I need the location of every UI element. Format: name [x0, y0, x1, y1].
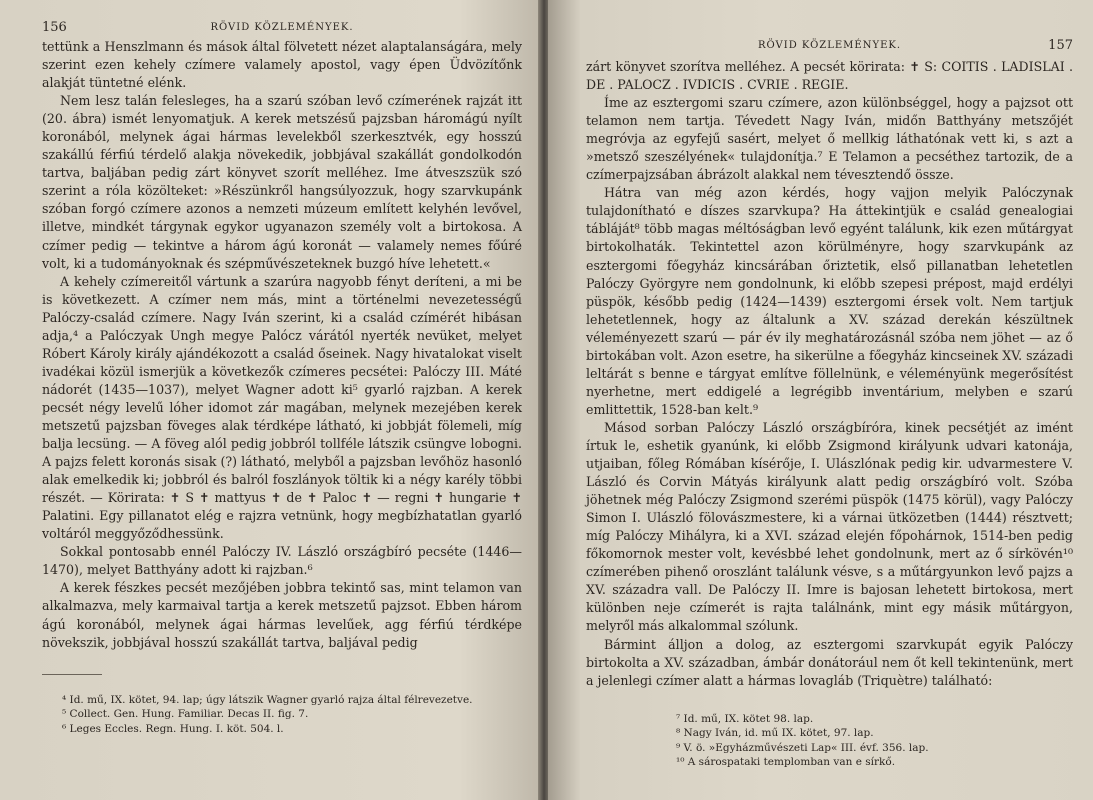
right-page-number: 157	[1048, 38, 1073, 53]
footnote: ⁴ Id. mű, IX. kötet, 94. lap; úgy látszik Wagner gyarló rajza által félrevezetve.	[62, 693, 473, 706]
left-footnotes	[42, 693, 522, 737]
left-paragraph: Sokkal pontosabb ennél Palóczy IV. László országbíró pecséte (1446—1470), melyet Batthyány adott ki rajzban.⁶	[42, 544, 522, 578]
left-body-text	[42, 38, 522, 652]
footnote: ⁹ V. ö. »Egyházművészeti Lap« III. évf. 356. lap.	[676, 741, 929, 754]
left-page	[0, 0, 540, 800]
footnote: ⁶ Leges Eccles. Regn. Hung. I. köt. 504. l.	[62, 722, 284, 735]
left-paragraph: A kerek fészkes pecsét mezőjében jobbra tekintő sas, mint telamon van alkalmazva, mely karmaival tartja a kerek metszetű pajzsot. Ebben három ágú koronából, melynek ágai hármas levelűek, agg férfiú térdképe növekszik, jobbjával hosszú szakállát tartva, baljával pedig	[42, 580, 522, 650]
left-footnote-rule	[42, 674, 102, 675]
right-page-header	[586, 10, 1073, 58]
left-paragraph: Nem lesz talán felesleges, ha a szarú szóban levő czímerének rajzát itt (20. ábra) ismét lenyomatjuk. A kerek metszésű pajzsban háromágú nyílt koronából, melynek ágai hármas levelekből szerkesztvék, egy hosszú szakállú férfiú térdelő alakja növekedik, jobbjával szakállát gondolkodón tartva, baljában pedig zárt könyvet szorít melléhez. Ime átveszszük szó szerint a róla közölteket: »Részünkről hangsúlyozzuk, hogy szarvkupánk szóban forgó czímere azonos a nemzeti múzeum említett kelyhén levővel, illetve, mindkét tárgynak egykor ugyanazon személy volt a birtokosa. A czímer pedig — tekintve a három ágú koronát — valamely nemes főúré volt, ki a tudományoknak és szépművészeteknek buzgó híve lehetett.«	[42, 93, 522, 271]
right-paragraph: zárt könyvet szorítva melléhez. A pecsét körirata: ✝ S: COITIS . LADISLAI . DE . PALOCZ . IVDICIS . CVRIE . REGIE.	[586, 59, 1073, 93]
right-page	[548, 0, 1093, 800]
footnote: ¹⁰ A sárospataki templomban van e sírkő.	[676, 756, 896, 769]
left-paragraph: tettünk a Henszlmann és mások által fölvetett nézet alaptalanságára, mely szerint ezen kehely czímere valamely apostol, vagy épen Üdvözítőnk alakját tüntetné elénk.	[42, 39, 522, 91]
right-footnotes	[586, 712, 1073, 770]
right-paragraph: Másod sorban Palóczy László országbíróra, kinek pecsétjét az imént írtuk le, eshetik gyanúnk, ki előbb Zsigmond királyunk udvari katonája, utjaiban, főleg Rómában kísérője, I. Ulászlónak pedig kir. udvarmestere V. László és Corvin Mátyás királyunk alatt pedig országbíró volt. Szóba jöhetnek még Palóczy Zsigmond szerémi püspök (1475 körül), vagy Palóczy Simon I. Ulászló fölovászmestere, ki a várnai ütközetben (1444) résztvett; míg Palóczy Mihályra, ki a XVI. század elején főpohárnok, 1514-ben pedig főkomornok mester volt, kevésbbé lehet gondolnunk, mert az ő sírkövén¹⁰ czímerében pihenő oroszlánt találunk vésve, s a műtárgyunkon levő pajzs a XV. századra vall. De Palóczy II. Imre is bajosan lehetett birtokosa, mert különben neje czímerét is rajta találnánk, mint egy másik műtárgyon, melyről más alkalommal szólunk.	[586, 419, 1073, 634]
footnote: ⁵ Collect. Gen. Hung. Familiar. Decas II. fig. 7.	[62, 708, 309, 721]
left-page-number: 156	[42, 20, 67, 35]
right-running-head: RÖVID KÖZLEMÉNYEK.	[757, 40, 902, 51]
left-paragraph: A kehely czímereitől vártunk a szarúra nagyobb fényt deríteni, a mi be is következett. A czímer nem más, mint a történelmi nevezetességű Palóczy-család czímere. Nagy Iván szerint, ki a család czímérét hibásan adja,⁴ a Palóczyak Ungh megye Palócz várától nyerték nevüket, melyet Róbert Károly király ajándékozott a család őseinek. Nagy hivatalokat viselt ivadékai közül ismerjük a következők czímeres pecsétei: Palóczy III. Máté nádorét (1435—1037), melyet Wagner adott ki⁵ gyarló rajzban. A kerek pecsét négy levelű lóher idomot zár magában, melynek mezejében kerek metszetű pajzsban föveges alak térdképe látható, ki jobbját fölemeli, míg balja lecsüng. — A föveg alól pedig jobbról tollféle látszik csüngve lobogni. A pajzs felett koronás sisak (?) látható, melyből a pajzsban levőhöz hasonló alak emelkedik ki; jobbról és balról foszlányok töltik ki a négy karély többi részét. — Köriratа: ✝ S ✝ mattyus ✝ de ✝ Paloc ✝ — regni ✝ hungarie ✝ Palatini. Egy pillanatot elég e rajzra vetnünk, hogy megbízhatatlan gyarló voltáról meggyőződhessünk.	[42, 273, 522, 542]
right-paragraph: Íme az esztergomi szaru czímere, azon különbséggel, hogy a pajzsot ott telamon nem tartja. Tévedett Nagy Iván, midőn Batthyány metszőjét megróvja az egyfejű sasért, melyet ő mellkig láthatónak vett ki, s azt a »metsző szeszélyének« tulajdonítja.⁷ E Telamon a pecséthez tartozik, de a czímerpajzsában ábrázolt alakkal nem tévesztendő össze.	[586, 95, 1073, 183]
footnote: ⁷ Id. mű, IX. kötet 98. lap.	[676, 712, 814, 725]
left-running-head: RÖVID KÖZLEMÉNYEK.	[210, 22, 354, 33]
right-paragraph: Bármint álljon a dolog, az esztergomi szarvkupát egyik Palóczy birtokolta a XV. században, ámbár donátorául nem őt kell tekintenünk, mert a jelenlegi czímer alatt a hármas lovagláb (Triquètre) található:	[586, 636, 1073, 688]
right-paragraph: Hátra van még azon kérdés, hogy vajjon melyik Palóczynak tulajdonítható e díszes szarvkupa? Ha áttekintjük e család genealogiai tábláját⁸ több magas méltóságban levő egyént találunk, kik ezen műtárgyat birtokolhaták. Tekintettel azon körülményre, hogy szarvkupánk az esztergomi főegyház kincsárában őriztetik, első pillanatban lehetetlen Palóczy Györgyre nem gondolnunk, ki előbb szepesi prépost, majd erdélyi püspök, később pedig (1424—1439) esztergomi érsek volt. Nem tartjuk lehetetlennek, hogy az általunk a XV. század derekán készültnek véleményezett szarú — pár év ily meghatározásnál szóba nem jöhet — az ő birtokában volt. Azon esetre, ha sikerülne a főegyház kincseinek XV. századi leltárát s benne e tárgyat említve föllelnünk, e véleményünk megerősítést nyerhetne, mert eddigelé a legrégibb inventárium, melyben e szarú emlittettik, 1528-ban kelt.⁹	[586, 185, 1073, 417]
right-body-text	[586, 58, 1073, 690]
left-page-header	[42, 10, 522, 38]
footnote: ⁸ Nagy Iván, id. mű IX. kötet, 97. lap.	[676, 727, 874, 740]
